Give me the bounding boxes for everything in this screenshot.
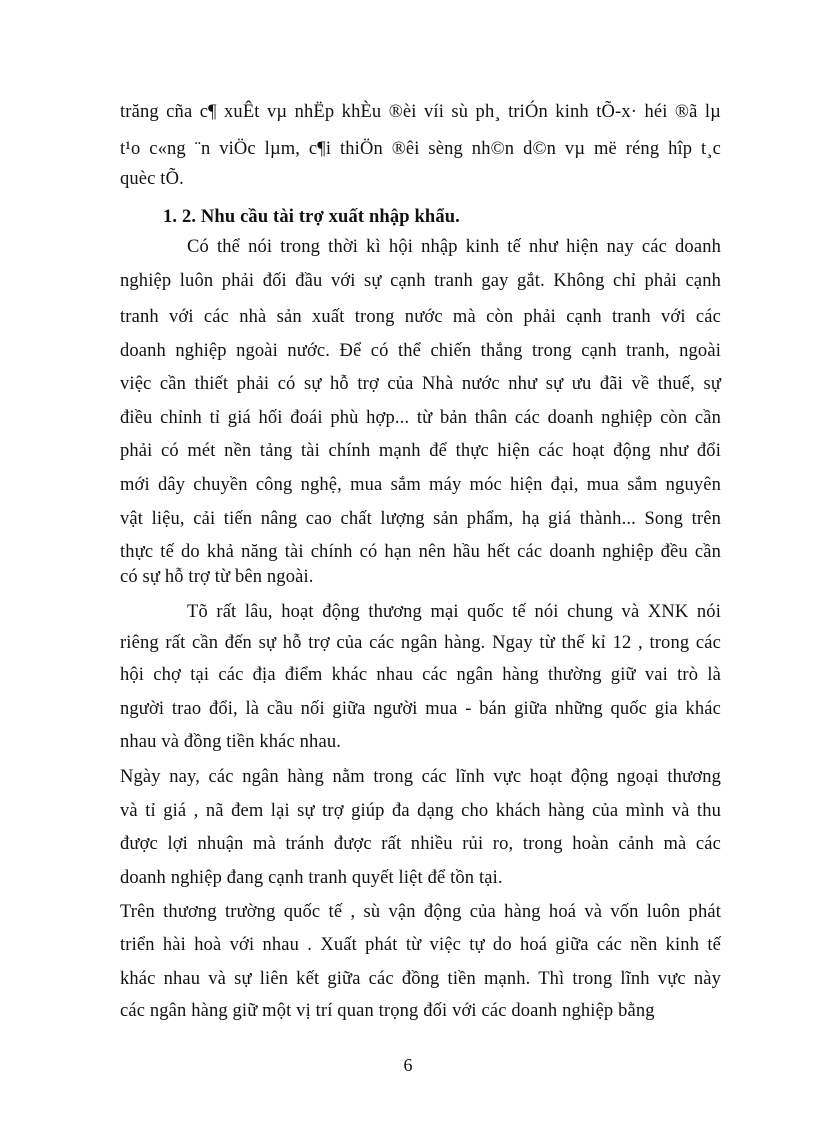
text-line: doanh nghiệp ngoài nước. Để có thể chiến thắng trong cạnh tranh, ngoài	[120, 341, 721, 361]
text-line: các ngân hàng giữ một vị trí quan trọng đối với các doanh nghiệp bằng	[120, 1001, 655, 1021]
text-line: người trao đổi, là cầu nối giữa người mua - bán giữa những quốc gia khác	[120, 699, 721, 719]
text-line: nhau và đồng tiền khác nhau.	[120, 732, 341, 752]
text-line: Có thể nói trong thời kì hội nhập kinh tế như hiện nay các doanh	[187, 237, 721, 257]
page-number: 6	[403, 1055, 413, 1075]
text-line: t¹o c«ng ¨n viÖc lµm, c¶i thiÖn ®êi sèng nh©n d©n vµ më réng hîp t¸c	[120, 139, 721, 159]
text-line: Ngày nay, các ngân hàng nằm trong các lĩnh vực hoạt động ngoại thương	[120, 767, 721, 787]
text-line: mới dây chuyền công nghệ, mua sắm máy móc hiện đại, mua sắm nguyên	[120, 475, 721, 495]
text-line: nghiệp luôn phải đối đầu với sự cạnh tranh gay gắt. Không chỉ phải cạnh	[120, 271, 721, 291]
text-line: phải có mét nền tảng tài chính mạnh để thực hiện các hoạt động như đổi	[120, 441, 721, 461]
text-line: triển hài hoà với nhau . Xuất phát từ việc tự do hoá giữa các nền kinh tế	[120, 935, 721, 955]
section-heading: 1. 2. Nhu cầu tài trợ xuất nhập khẩu.	[163, 207, 460, 227]
text-line: thực tế do khả năng tài chính có hạn nên hầu hết các doanh nghiệp đều cần	[120, 542, 721, 562]
text-line: Trên thương trường quốc tế , sù vận động của hàng hoá và vốn luôn phát	[120, 902, 721, 922]
text-line: riêng rất cần đến sự hỗ trợ của các ngân hàng. Ngay từ thế kỉ 12 , trong các	[120, 633, 721, 653]
text-line: tranh với các nhà sản xuất trong nước mà còn phải cạnh tranh với các	[120, 307, 721, 327]
text-line: quèc tÕ.	[120, 169, 184, 189]
text-line: khác nhau và sự liên kết giữa các đồng tiền mạnh. Thì trong lĩnh vực này	[120, 969, 721, 989]
text-line: và tỉ giá , nã đem lại sự trợ giúp đa dạng cho khách hàng của mình và thu	[120, 801, 721, 821]
text-line: vật liệu, cải tiến nâng cao chất lượng sản phẩm, hạ giá thành... Song trên	[120, 509, 721, 529]
text-line: có sự hỗ trợ từ bên ngoài.	[120, 567, 314, 587]
text-line: điều chỉnh tỉ giá hối đoái phù hợp... từ bản thân các doanh nghiệp còn cần	[120, 408, 721, 428]
text-line: Tõ rất lâu, hoạt động thương mại quốc tế nói chung và XNK nói	[187, 602, 721, 622]
text-line: việc cần thiết phải có sự hỗ trợ của Nhà nước như sự ưu đãi về thuế, sự	[120, 374, 721, 394]
text-line: trăng cña c¶ xuÊt vµ nhËp khÈu ®èi víi sù ph¸ triÓn kinh tÕ-x· héi ®ã lµ	[120, 102, 721, 122]
text-line: hội chợ tại các địa điểm khác nhau các ngân hàng thường giữ vai trò là	[120, 665, 721, 685]
text-line: được lợi nhuận mà tránh được rất nhiều rủi ro, trong hoàn cảnh mà các	[120, 834, 721, 854]
text-line: doanh nghiệp đang cạnh tranh quyết liệt để tồn tại.	[120, 868, 503, 888]
